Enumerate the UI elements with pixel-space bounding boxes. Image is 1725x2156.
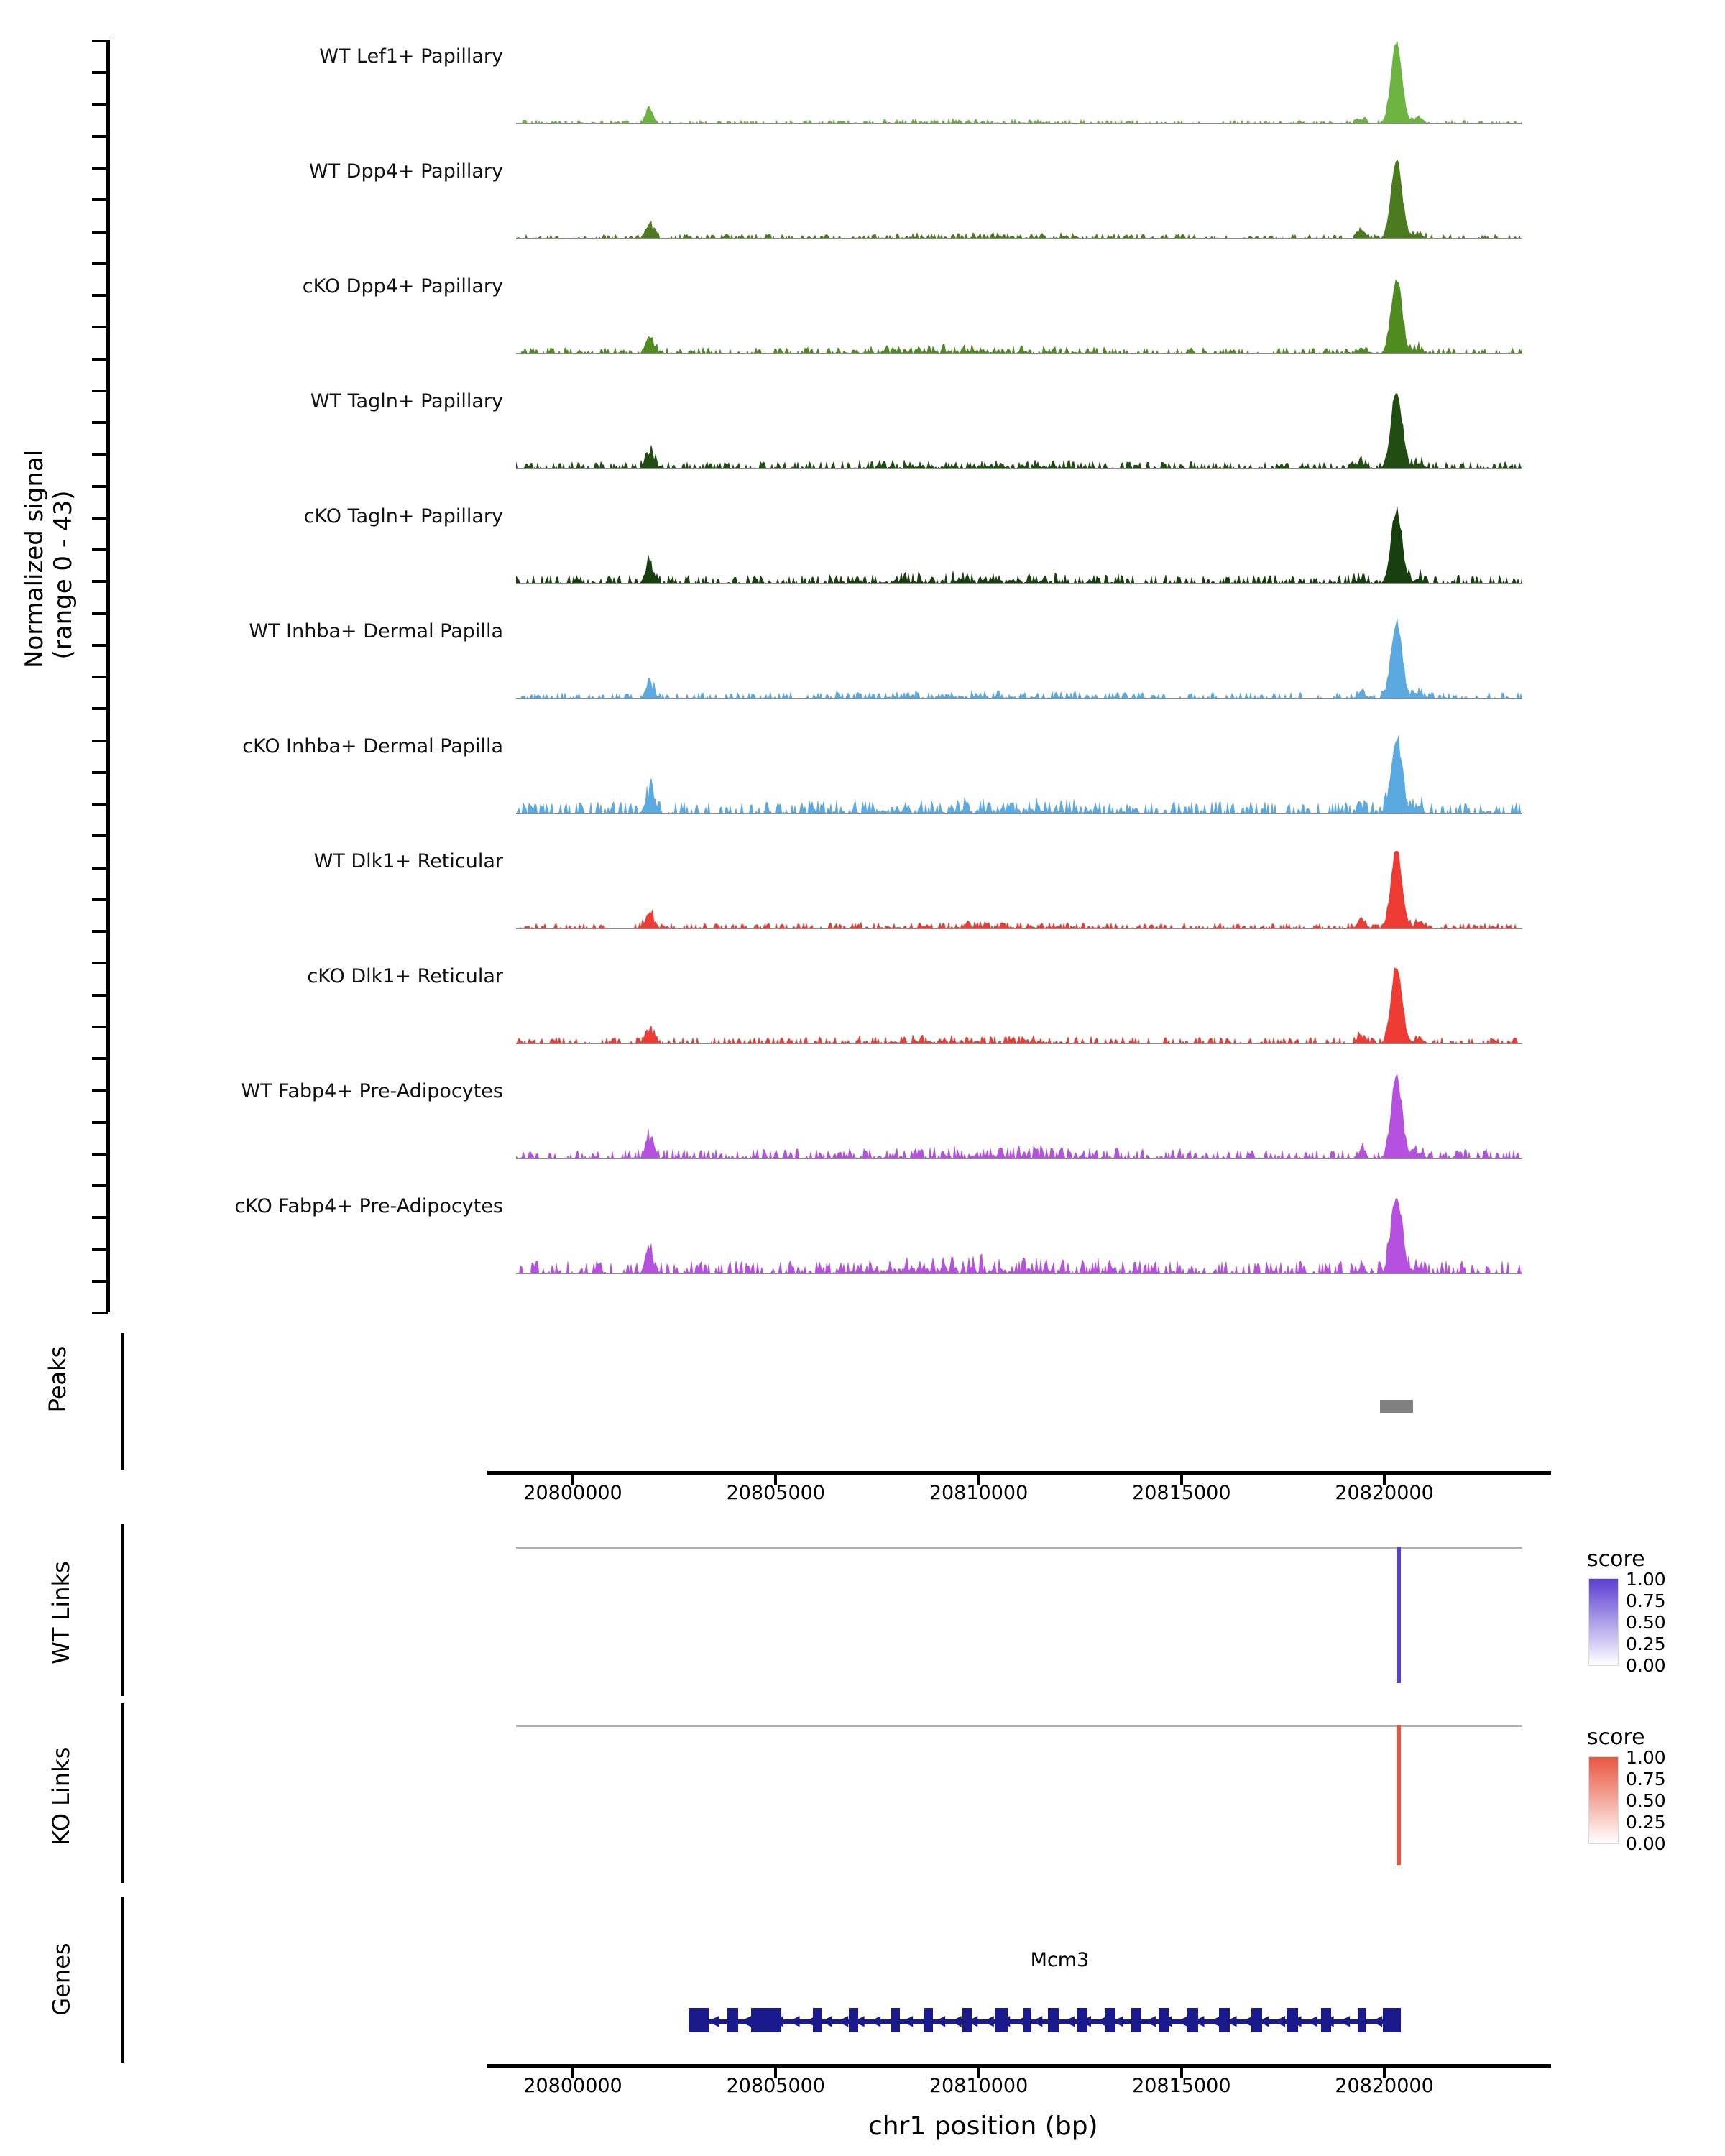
gene-strand-arrow: ◀	[1031, 2012, 1043, 2029]
y-axis-tick	[92, 612, 108, 615]
gene-strand-arrow: ◀	[788, 2012, 800, 2029]
coverage-track	[516, 155, 1522, 239]
coverage-signal	[516, 270, 1522, 354]
wt-links-legend-title: score	[1587, 1547, 1645, 1572]
track-label: cKO Inhba+ Dermal Papilla	[242, 735, 503, 757]
track-baseline	[516, 583, 1522, 584]
track-label: WT Dlk1+ Reticular	[313, 850, 503, 872]
y-axis-tick	[92, 1280, 108, 1283]
axis-tick-label: 20805000	[726, 1482, 825, 1504]
coverage-track	[516, 614, 1522, 699]
coverage-signal	[516, 384, 1522, 469]
ko-links-spine	[121, 1703, 124, 1883]
legend-tick-label: 1.00	[1626, 1747, 1666, 1768]
y-axis-tick	[92, 580, 108, 583]
coverage-track	[516, 40, 1522, 124]
gene-label-mcm3: Mcm3	[1030, 1949, 1090, 1971]
y-axis-tick	[92, 803, 108, 806]
ko-link	[1397, 1725, 1401, 1865]
legend-tick-label: 0.00	[1626, 1833, 1666, 1854]
y-axis-tick	[92, 40, 108, 42]
y-axis-tick	[92, 485, 108, 488]
y-axis-tick	[92, 771, 108, 774]
track-baseline	[516, 1043, 1522, 1044]
legend-tick-label: 0.25	[1626, 1634, 1666, 1654]
axis-tick-label: 20800000	[523, 1482, 622, 1504]
gene-strand-arrow: ◀	[1387, 2012, 1399, 2029]
track-baseline	[516, 928, 1522, 929]
peak-region	[1380, 1400, 1412, 1413]
coverage-signal	[516, 844, 1522, 929]
gene-strand-arrow: ◀	[1274, 2012, 1286, 2029]
legend-tick-label: 0.50	[1626, 1612, 1666, 1633]
gene-strand-arrow: ◀	[837, 2012, 849, 2029]
gene-strand-arrow: ◀	[983, 2012, 994, 2029]
track-baseline	[516, 238, 1522, 239]
y-axis-tick	[92, 231, 108, 234]
gene-strand-arrow: ◀	[1371, 2012, 1383, 2029]
legend-tick-label: 0.75	[1626, 1590, 1666, 1611]
wt-link	[1397, 1547, 1401, 1683]
gene-strand-arrow: ◀	[1193, 2012, 1205, 2029]
position-axis-bottom	[487, 2064, 1551, 2068]
coverage-signal	[516, 40, 1522, 124]
wt-links-spine	[121, 1524, 124, 1696]
gene-strand-arrow: ◀	[1322, 2012, 1334, 2029]
coverage-signal	[516, 614, 1522, 699]
y-axis-tick	[92, 135, 108, 138]
track-label: WT Tagln+ Papillary	[310, 390, 503, 413]
gene-strand-arrow: ◀	[1225, 2012, 1237, 2029]
gene-strand-arrow: ◀	[1338, 2012, 1351, 2029]
axis-tick-label: 20815000	[1132, 1482, 1231, 1504]
genes-spine	[121, 1897, 124, 2063]
y-axis-tick	[92, 930, 108, 933]
coverage-signal	[516, 499, 1522, 584]
track-label: cKO Fabp4+ Pre-Adipocytes	[234, 1195, 503, 1217]
axis-tick-label: 20815000	[1132, 2075, 1231, 2097]
wt-links-top-rule	[516, 1547, 1522, 1549]
y-axis-tick	[92, 453, 108, 456]
y-axis-tick	[92, 262, 108, 265]
gene-strand-arrow: ◀	[886, 2012, 897, 2029]
track-label: cKO Tagln+ Papillary	[303, 505, 503, 528]
coverage-track	[516, 1074, 1522, 1159]
gene-strand-arrow: ◀	[707, 2012, 719, 2029]
track-label: WT Lef1+ Papillary	[319, 45, 503, 68]
y-axis-tick	[92, 421, 108, 424]
track-baseline	[516, 468, 1522, 469]
x-axis-label: chr1 position (bp)	[868, 2111, 1098, 2141]
gene-strand-arrow: ◀	[1306, 2012, 1318, 2029]
gene-strand-arrow: ◀	[1209, 2012, 1221, 2029]
coverage-track	[516, 270, 1522, 354]
gene-strand-arrow: ◀	[1080, 2012, 1091, 2029]
y-axis-tick	[92, 548, 108, 551]
gene-strand-arrow: ◀	[691, 2012, 703, 2029]
y-axis-tick	[92, 707, 108, 710]
y-axis-tick	[92, 326, 108, 328]
gene-strand-arrow: ◀	[1128, 2012, 1140, 2029]
coverage-signal	[516, 1189, 1522, 1274]
y-axis-tick	[92, 834, 108, 837]
y-axis-tick	[92, 1026, 108, 1028]
gene-strand-arrow: ◀	[804, 2012, 816, 2029]
y-axis-label-line2: (range 0 - 43)	[49, 490, 78, 660]
gene-strand-arrow: ◀	[1258, 2012, 1269, 2029]
y-axis-tick	[92, 644, 108, 647]
legend-tick-label: 0.25	[1626, 1812, 1666, 1833]
legend-tick-label: 0.75	[1626, 1769, 1666, 1789]
track-label: WT Dpp4+ Papillary	[308, 160, 503, 183]
gene-strand-arrow: ◀	[724, 2012, 735, 2029]
legend-tick-label: 0.00	[1626, 1655, 1666, 1676]
gene-strand-arrow: ◀	[740, 2012, 752, 2029]
gene-strand-arrow: ◀	[756, 2012, 768, 2029]
axis-tick-label: 20810000	[929, 2075, 1029, 2097]
gene-strand-arrow: ◀	[1161, 2012, 1172, 2029]
gene-strand-arrow: ◀	[1064, 2012, 1075, 2029]
y-axis-tick	[92, 1153, 108, 1156]
gene-strand-arrow: ◀	[950, 2012, 962, 2029]
y-axis-tick	[92, 962, 108, 964]
gene-strand-arrow: ◀	[869, 2012, 881, 2029]
gene-strand-arrow: ◀	[998, 2012, 1011, 2029]
gene-strand-arrow: ◀	[1241, 2012, 1254, 2029]
y-axis-tick	[92, 1057, 108, 1060]
gene-strand-arrow: ◀	[1015, 2012, 1026, 2029]
gene-strand-arrow: ◀	[853, 2012, 865, 2029]
genes-panel-label: Genes	[47, 1943, 75, 2016]
axis-tick-label: 20800000	[523, 2075, 622, 2097]
ko-links-panel-label: KO Links	[47, 1746, 75, 1846]
wt-links-panel-label: WT Links	[47, 1561, 75, 1664]
gene-strand-arrow: ◀	[1112, 2012, 1123, 2029]
y-axis-tick	[92, 898, 108, 901]
ko-links-legend-colorbar	[1588, 1756, 1619, 1844]
gene-strand-arrow: ◀	[1355, 2012, 1366, 2029]
y-axis-label-line1: Normalized signal	[20, 449, 49, 668]
coverage-track	[516, 844, 1522, 929]
gene-strand-arrow: ◀	[1290, 2012, 1302, 2029]
axis-tick-label: 20820000	[1335, 2075, 1434, 2097]
track-label: WT Inhba+ Dermal Papilla	[249, 620, 503, 642]
y-axis-tick	[92, 198, 108, 201]
y-axis-tick	[92, 1121, 108, 1124]
coverage-track	[516, 499, 1522, 584]
gene-strand-arrow: ◀	[1047, 2012, 1059, 2029]
position-axis-top	[487, 1471, 1551, 1475]
coverage-signal	[516, 959, 1522, 1044]
track-baseline	[516, 353, 1522, 354]
y-axis-tick	[92, 103, 108, 106]
track-baseline	[516, 813, 1522, 814]
axis-tick-label: 20810000	[929, 1482, 1029, 1504]
coverage-signal	[516, 1074, 1522, 1159]
track-baseline	[516, 1158, 1522, 1159]
track-label: WT Fabp4+ Pre-Adipocytes	[241, 1080, 503, 1102]
y-axis-tick	[92, 994, 108, 997]
gene-strand-arrow: ◀	[934, 2012, 946, 2029]
gene-strand-arrow: ◀	[772, 2012, 784, 2029]
coverage-track	[516, 1189, 1522, 1274]
coverage-track	[516, 959, 1522, 1044]
gene-strand-arrow: ◀	[966, 2012, 978, 2029]
gene-strand-arrow: ◀	[1177, 2012, 1189, 2029]
peaks-spine	[121, 1333, 124, 1470]
track-label: cKO Dpp4+ Papillary	[302, 275, 503, 298]
y-axis-tick	[92, 71, 108, 74]
gene-strand-arrow: ◀	[901, 2012, 914, 2029]
y-axis-tick	[92, 1184, 108, 1187]
coverage-track	[516, 384, 1522, 469]
y-axis-tick	[92, 676, 108, 678]
ko-links-top-rule	[516, 1725, 1522, 1727]
coverage-track	[516, 729, 1522, 814]
coverage-signal	[516, 729, 1522, 814]
legend-tick-label: 1.00	[1626, 1569, 1666, 1590]
axis-tick-label: 20820000	[1335, 1482, 1434, 1504]
track-baseline	[516, 1273, 1522, 1274]
coverage-signal	[516, 155, 1522, 239]
ko-links-legend-title: score	[1587, 1725, 1645, 1750]
y-axis-tick	[92, 1312, 108, 1314]
y-axis-tick	[92, 358, 108, 361]
gene-strand-arrow: ◀	[918, 2012, 929, 2029]
gene-strand-arrow: ◀	[821, 2012, 832, 2029]
legend-tick-label: 0.50	[1626, 1790, 1666, 1811]
axis-tick-label: 20805000	[726, 2075, 825, 2097]
wt-links-legend-colorbar	[1588, 1578, 1619, 1666]
gene-strand-arrow: ◀	[1144, 2012, 1156, 2029]
gene-strand-arrow: ◀	[1096, 2012, 1108, 2029]
track-baseline	[516, 123, 1522, 124]
y-axis-tick	[92, 1248, 108, 1251]
peaks-panel-label: Peaks	[44, 1345, 71, 1413]
track-baseline	[516, 698, 1522, 699]
track-label: cKO Dlk1+ Reticular	[307, 965, 503, 987]
